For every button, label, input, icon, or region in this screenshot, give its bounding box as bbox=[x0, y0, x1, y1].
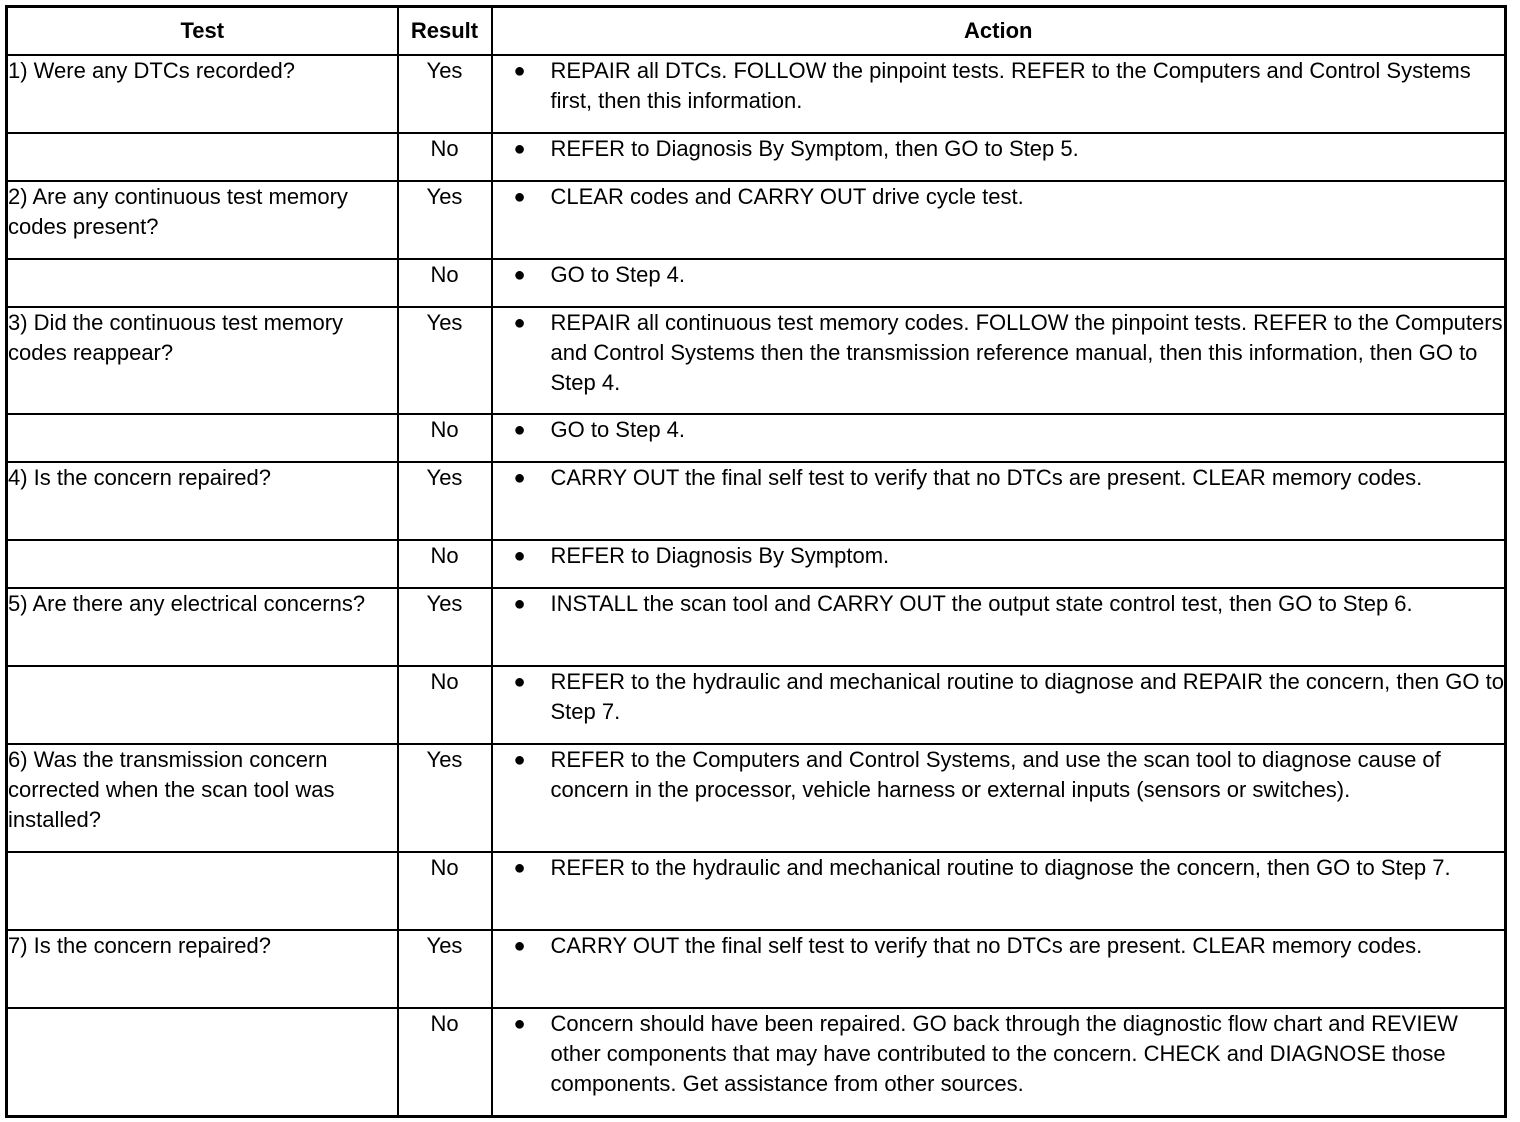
action-text: CARRY OUT the final self test to verify that no DTCs are present. CLEAR memory codes. bbox=[550, 465, 1423, 490]
action-text: REFER to the hydraulic and mechanical routine to diagnose the concern, then GO to Step 7. bbox=[550, 855, 1451, 880]
action-text: REFER to the hydraulic and mechanical routine to diagnose and REPAIR the concern, then GO to Step 7. bbox=[550, 669, 1504, 724]
table-row bbox=[7, 930, 1506, 1008]
bullet-icon: ● bbox=[513, 264, 526, 286]
bullet-icon: ● bbox=[513, 671, 526, 693]
result-cell: No bbox=[398, 540, 492, 588]
bullet-icon: ● bbox=[513, 467, 526, 489]
bullet-icon: ● bbox=[513, 935, 526, 957]
test-cell bbox=[7, 133, 398, 181]
action-cell bbox=[492, 852, 1506, 930]
table-row bbox=[7, 414, 1506, 462]
action-cell bbox=[492, 414, 1506, 462]
bullet-icon: ● bbox=[513, 312, 526, 334]
action-cell bbox=[492, 540, 1506, 588]
table-row bbox=[7, 181, 1506, 259]
action-cell bbox=[492, 307, 1506, 414]
result-cell: No bbox=[398, 852, 492, 930]
test-cell bbox=[7, 666, 398, 744]
table-row bbox=[7, 852, 1506, 930]
test-cell bbox=[7, 852, 398, 930]
action-cell bbox=[492, 462, 1506, 540]
test-cell bbox=[7, 259, 398, 307]
test-cell bbox=[7, 540, 398, 588]
test-cell: 1) Were any DTCs recorded? bbox=[7, 55, 398, 133]
action-cell bbox=[492, 588, 1506, 666]
table-row bbox=[7, 133, 1506, 181]
action-text: REPAIR all DTCs. FOLLOW the pinpoint tests. REFER to the Computers and Control Systems first, then this information. bbox=[550, 58, 1471, 113]
test-cell: 5) Are there any electrical concerns? bbox=[7, 588, 398, 666]
action-cell bbox=[492, 55, 1506, 133]
result-cell: Yes bbox=[398, 462, 492, 540]
action-text: REFER to the Computers and Control Systems, and use the scan tool to diagnose cause of concern in the processor, vehicle harness or external inputs (sensors or switches). bbox=[550, 747, 1441, 802]
bullet-icon: ● bbox=[513, 593, 526, 615]
table-row bbox=[7, 744, 1506, 852]
action-text: GO to Step 4. bbox=[550, 262, 686, 287]
test-cell bbox=[7, 1008, 398, 1116]
test-cell: 7) Is the concern repaired? bbox=[7, 930, 398, 1008]
result-cell: No bbox=[398, 1008, 492, 1116]
header-result: Result bbox=[398, 7, 492, 56]
table-body bbox=[7, 55, 1506, 1116]
result-cell: No bbox=[398, 259, 492, 307]
bullet-icon: ● bbox=[513, 186, 526, 208]
bullet-icon: ● bbox=[513, 749, 526, 771]
result-cell: Yes bbox=[398, 55, 492, 133]
result-cell: No bbox=[398, 133, 492, 181]
table-row bbox=[7, 259, 1506, 307]
result-cell: No bbox=[398, 666, 492, 744]
diagnostic-table bbox=[5, 5, 1507, 1118]
action-cell bbox=[492, 930, 1506, 1008]
action-cell bbox=[492, 181, 1506, 259]
bullet-icon: ● bbox=[513, 1013, 526, 1035]
result-cell: Yes bbox=[398, 930, 492, 1008]
result-cell: Yes bbox=[398, 307, 492, 414]
action-cell bbox=[492, 259, 1506, 307]
action-text: CARRY OUT the final self test to verify that no DTCs are present. CLEAR memory codes. bbox=[550, 933, 1423, 958]
bullet-icon: ● bbox=[513, 545, 526, 567]
table-row bbox=[7, 666, 1506, 744]
bullet-icon: ● bbox=[513, 857, 526, 879]
header-test: Test bbox=[7, 7, 398, 56]
action-text: REFER to Diagnosis By Symptom, then GO to Step 5. bbox=[550, 136, 1079, 161]
bullet-icon: ● bbox=[513, 419, 526, 441]
table-row bbox=[7, 1008, 1506, 1116]
test-cell: 3) Did the continuous test memory codes reappear? bbox=[7, 307, 398, 414]
action-text: REFER to Diagnosis By Symptom. bbox=[550, 543, 890, 568]
table-row bbox=[7, 540, 1506, 588]
action-text: CLEAR codes and CARRY OUT drive cycle test. bbox=[550, 184, 1024, 209]
result-cell: No bbox=[398, 414, 492, 462]
action-cell bbox=[492, 666, 1506, 744]
table-row bbox=[7, 462, 1506, 540]
action-text: Concern should have been repaired. GO back through the diagnostic flow chart and REVIEW other components that may have contributed to the concern. CHECK and DIAGNOSE those components. Get assistance from other sources. bbox=[550, 1011, 1458, 1096]
bullet-icon: ● bbox=[513, 60, 526, 82]
result-cell: Yes bbox=[398, 744, 492, 852]
action-cell bbox=[492, 1008, 1506, 1116]
test-cell bbox=[7, 414, 398, 462]
action-cell bbox=[492, 133, 1506, 181]
test-cell: 2) Are any continuous test memory codes present? bbox=[7, 181, 398, 259]
action-cell bbox=[492, 744, 1506, 852]
test-cell: 6) Was the transmission concern corrected when the scan tool was installed? bbox=[7, 744, 398, 852]
result-cell: Yes bbox=[398, 181, 492, 259]
action-text: REPAIR all continuous test memory codes. FOLLOW the pinpoint tests. REFER to the Computers and Control Systems then the transmission reference manual, then this information, then GO to Step 4. bbox=[550, 310, 1503, 395]
result-cell: Yes bbox=[398, 588, 492, 666]
header-row bbox=[7, 7, 1506, 56]
action-text: INSTALL the scan tool and CARRY OUT the output state control test, then GO to Step 6. bbox=[550, 591, 1413, 616]
test-cell: 4) Is the concern repaired? bbox=[7, 462, 398, 540]
table-row bbox=[7, 55, 1506, 133]
table-row bbox=[7, 588, 1506, 666]
action-text: GO to Step 4. bbox=[550, 417, 686, 442]
header-action: Action bbox=[492, 7, 1506, 56]
table-row bbox=[7, 307, 1506, 414]
bullet-icon: ● bbox=[513, 138, 526, 160]
